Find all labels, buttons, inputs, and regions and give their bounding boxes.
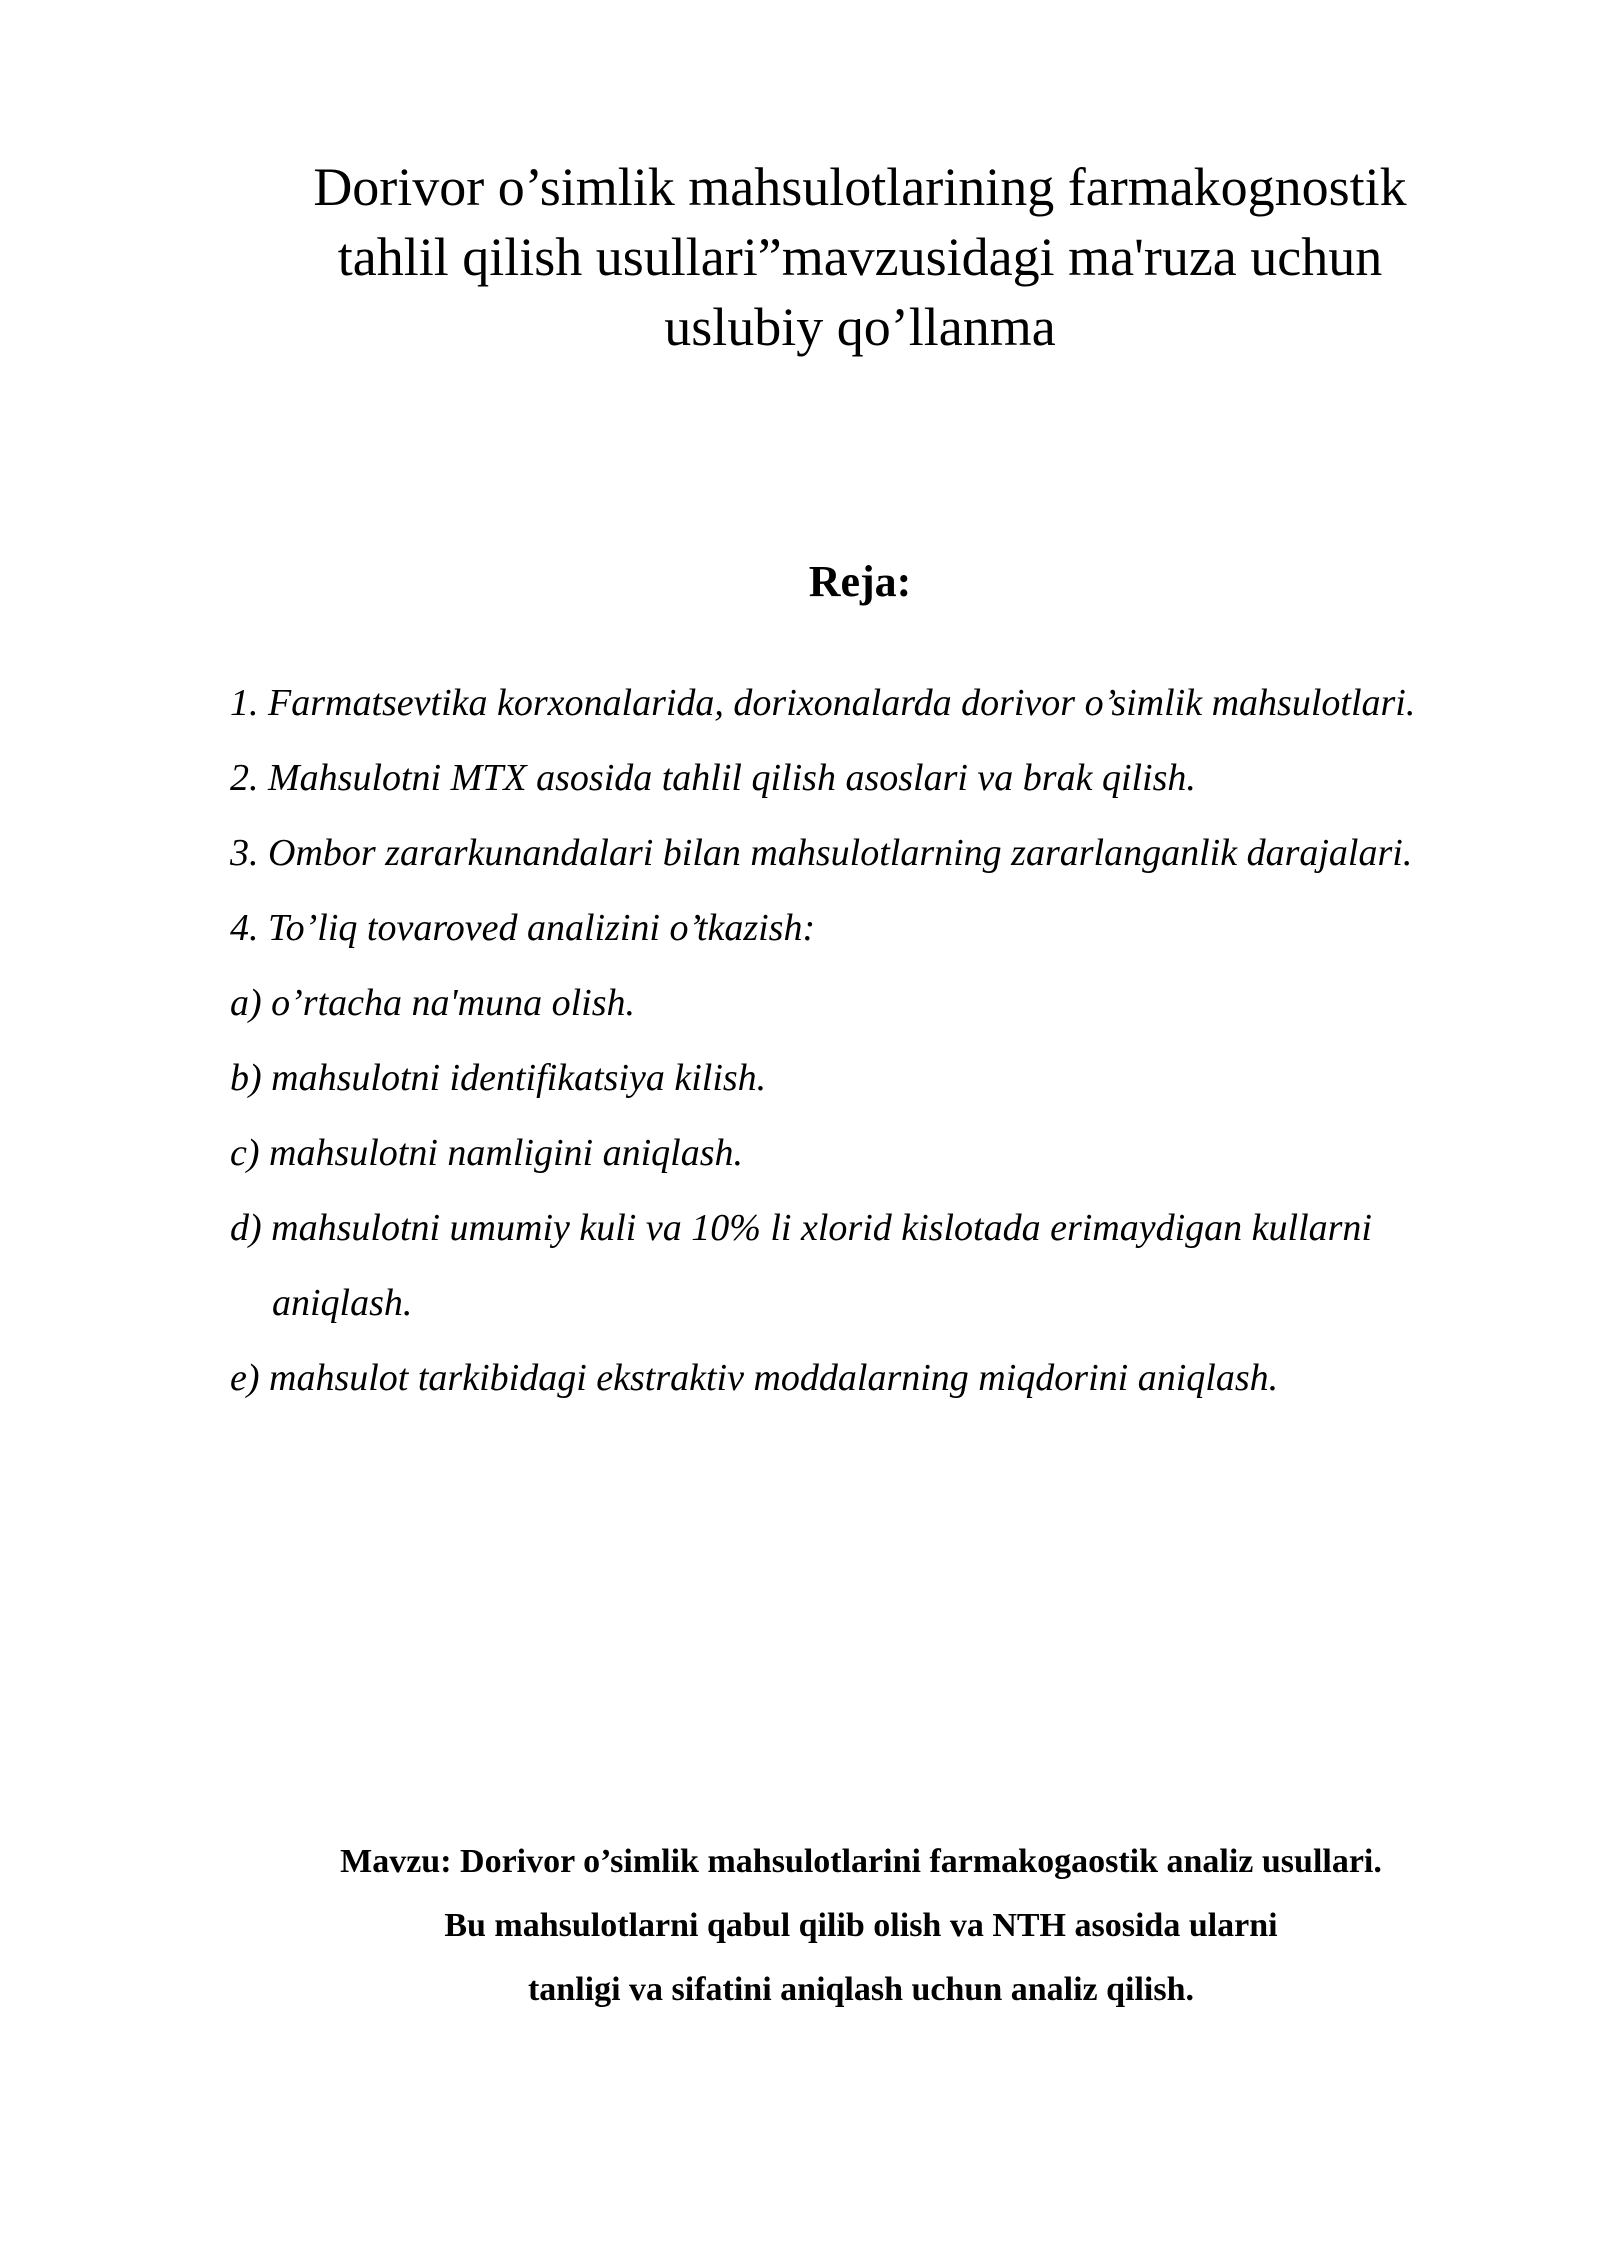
title-line: tahlil qilish usullari”mavzusidagi ma'ruza uchun bbox=[337, 227, 1383, 287]
plan-list bbox=[230, 666, 1492, 1416]
title-line: Dorivor o’simlik mahsulotlarining farmakognostik bbox=[313, 157, 1407, 217]
title-line: uslubiy qo’llanma bbox=[664, 297, 1056, 357]
plan-item: 3. Ombor zararkunandalari bilan mahsulotlarning zararlanganlik darajalari. bbox=[230, 832, 1413, 874]
plan-subitem: d) mahsulotni umumiy kuli va 10% li xlorid kislotada erimaydigan kullarni bbox=[230, 1207, 1372, 1249]
plan-item: 1. Farmatsevtika korxonalarida, dorixonalarda dorivor o’simlik mahsulotlari. bbox=[230, 682, 1416, 724]
topic-block bbox=[230, 1830, 1492, 2022]
document-title bbox=[230, 152, 1490, 362]
topic-line: Mavzu: Dorivor o’simlik mahsulotlarini farmakogaostik analiz usullari. bbox=[340, 1843, 1382, 1880]
topic-line: tanligi va sifatini aniqlash uchun analiz qilish. bbox=[527, 1971, 1195, 2008]
plan-subitem-continuation bbox=[230, 1266, 1492, 1341]
plan-item: 2. Mahsulotni MTX asosida tahlil qilish asoslari va brak qilish. bbox=[230, 757, 1196, 799]
plan-item: 4. To’liq tovaroved analizini o’tkazish: bbox=[230, 907, 816, 949]
plan-subitem: a) o’rtacha na'muna olish. bbox=[230, 982, 635, 1024]
plan-subitem: b) mahsulotni identifikatsiya kilish. bbox=[230, 1057, 767, 1099]
plan-subitem: c) mahsulotni namligini aniqlash. bbox=[230, 1132, 743, 1174]
topic-line: Bu mahsulotlarni qabul qilib olish va NTH asosida ularni bbox=[444, 1907, 1278, 1944]
plan-subitem-continuation-text: aniqlash. bbox=[272, 1282, 413, 1324]
plan-subitem: e) mahsulot tarkibidagi ekstraktiv moddalarning miqdorini aniqlash. bbox=[230, 1357, 1279, 1399]
plan-heading: Reja: bbox=[808, 557, 912, 606]
